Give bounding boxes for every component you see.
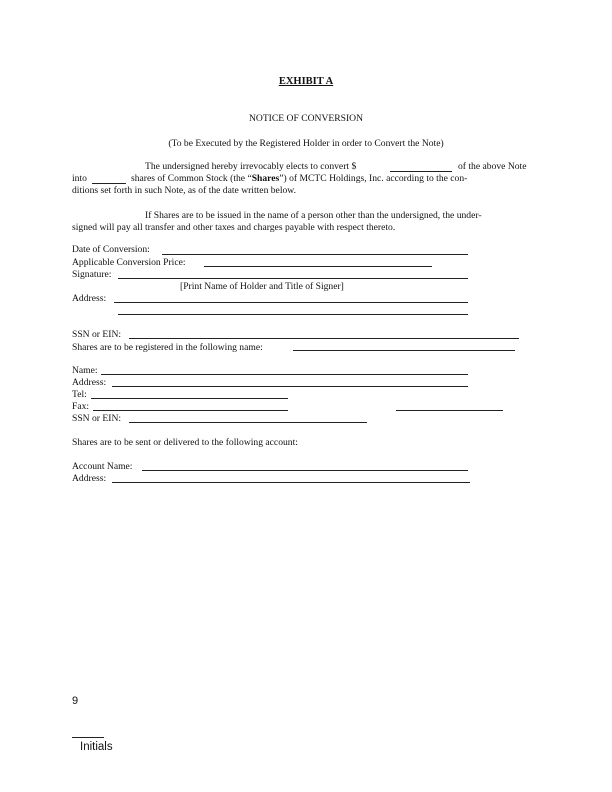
conversion-price-label: Applicable Conversion Price: (72, 257, 186, 268)
notice-title: NOTICE OF CONVERSION (248, 113, 364, 124)
date-of-conversion-field[interactable] (162, 254, 468, 255)
address-field-line1[interactable] (114, 302, 468, 303)
subtitle: (To be Executed by the Registered Holder in order to Convert the Note) (168, 138, 444, 149)
date-of-conversion-label: Date of Conversion: (72, 244, 150, 255)
para1-line1: The undersigned hereby irrevocably elects to convert $ (145, 161, 357, 172)
reg-name-field[interactable] (101, 374, 468, 375)
para1-into: into (72, 173, 87, 184)
para2-line2: signed will pay all transfer and other taxes and charges payable with respect thereto. (72, 222, 396, 233)
signature-field[interactable] (118, 278, 468, 279)
reg-fax-field[interactable] (93, 410, 288, 411)
registered-name-label: Shares are to be registered in the following name: (72, 342, 263, 353)
reg-name-label: Name: (72, 365, 98, 376)
address-field-line2[interactable] (118, 314, 468, 315)
para1-line1-end: of the above Note (458, 161, 527, 172)
ssn-ein-field[interactable] (129, 338, 519, 339)
exhibit-title: EXHIBIT A (278, 76, 334, 87)
delivery-intro: Shares are to be sent or delivered to the following account: (72, 437, 298, 448)
reg-ssn-ein-label: SSN or EIN: (72, 413, 122, 424)
shares-count-field[interactable] (92, 183, 126, 184)
page-number: 9 (72, 695, 79, 707)
reg-tel-label: Tel: (72, 389, 87, 400)
convert-amount-field[interactable] (390, 171, 452, 172)
reg-fax-label: Fax: (72, 401, 90, 412)
initials-label: Initials (80, 741, 113, 753)
ssn-ein-label: SSN or EIN: (72, 329, 122, 340)
para2-line1: If Shares are to be issued in the name of a person other than the undersigned, the under- (145, 210, 482, 221)
reg-address-label: Address: (72, 377, 107, 388)
address-label: Address: (72, 293, 107, 304)
para1-line3: ditions set forth in such Note, as of the date written below. (72, 185, 296, 196)
account-name-label: Account Name: (72, 461, 133, 472)
conversion-price-field[interactable] (204, 266, 432, 267)
para1-line2: shares of Common Stock (the “Shares”) of MCTC Holdings, Inc. according to the con- (131, 173, 468, 184)
reg-extra-field[interactable] (396, 410, 503, 411)
print-name-caption: [Print Name of Holder and Title of Signer] (180, 281, 344, 292)
registered-name-field[interactable] (293, 350, 515, 351)
initials-field[interactable] (72, 737, 104, 738)
delivery-address-label: Address: (72, 473, 107, 484)
account-name-field[interactable] (142, 470, 468, 471)
reg-tel-field[interactable] (91, 398, 288, 399)
reg-address-field[interactable] (112, 386, 468, 387)
signature-label: Signature: (72, 269, 112, 280)
delivery-address-field[interactable] (112, 482, 470, 483)
reg-ssn-ein-field[interactable] (129, 422, 367, 423)
